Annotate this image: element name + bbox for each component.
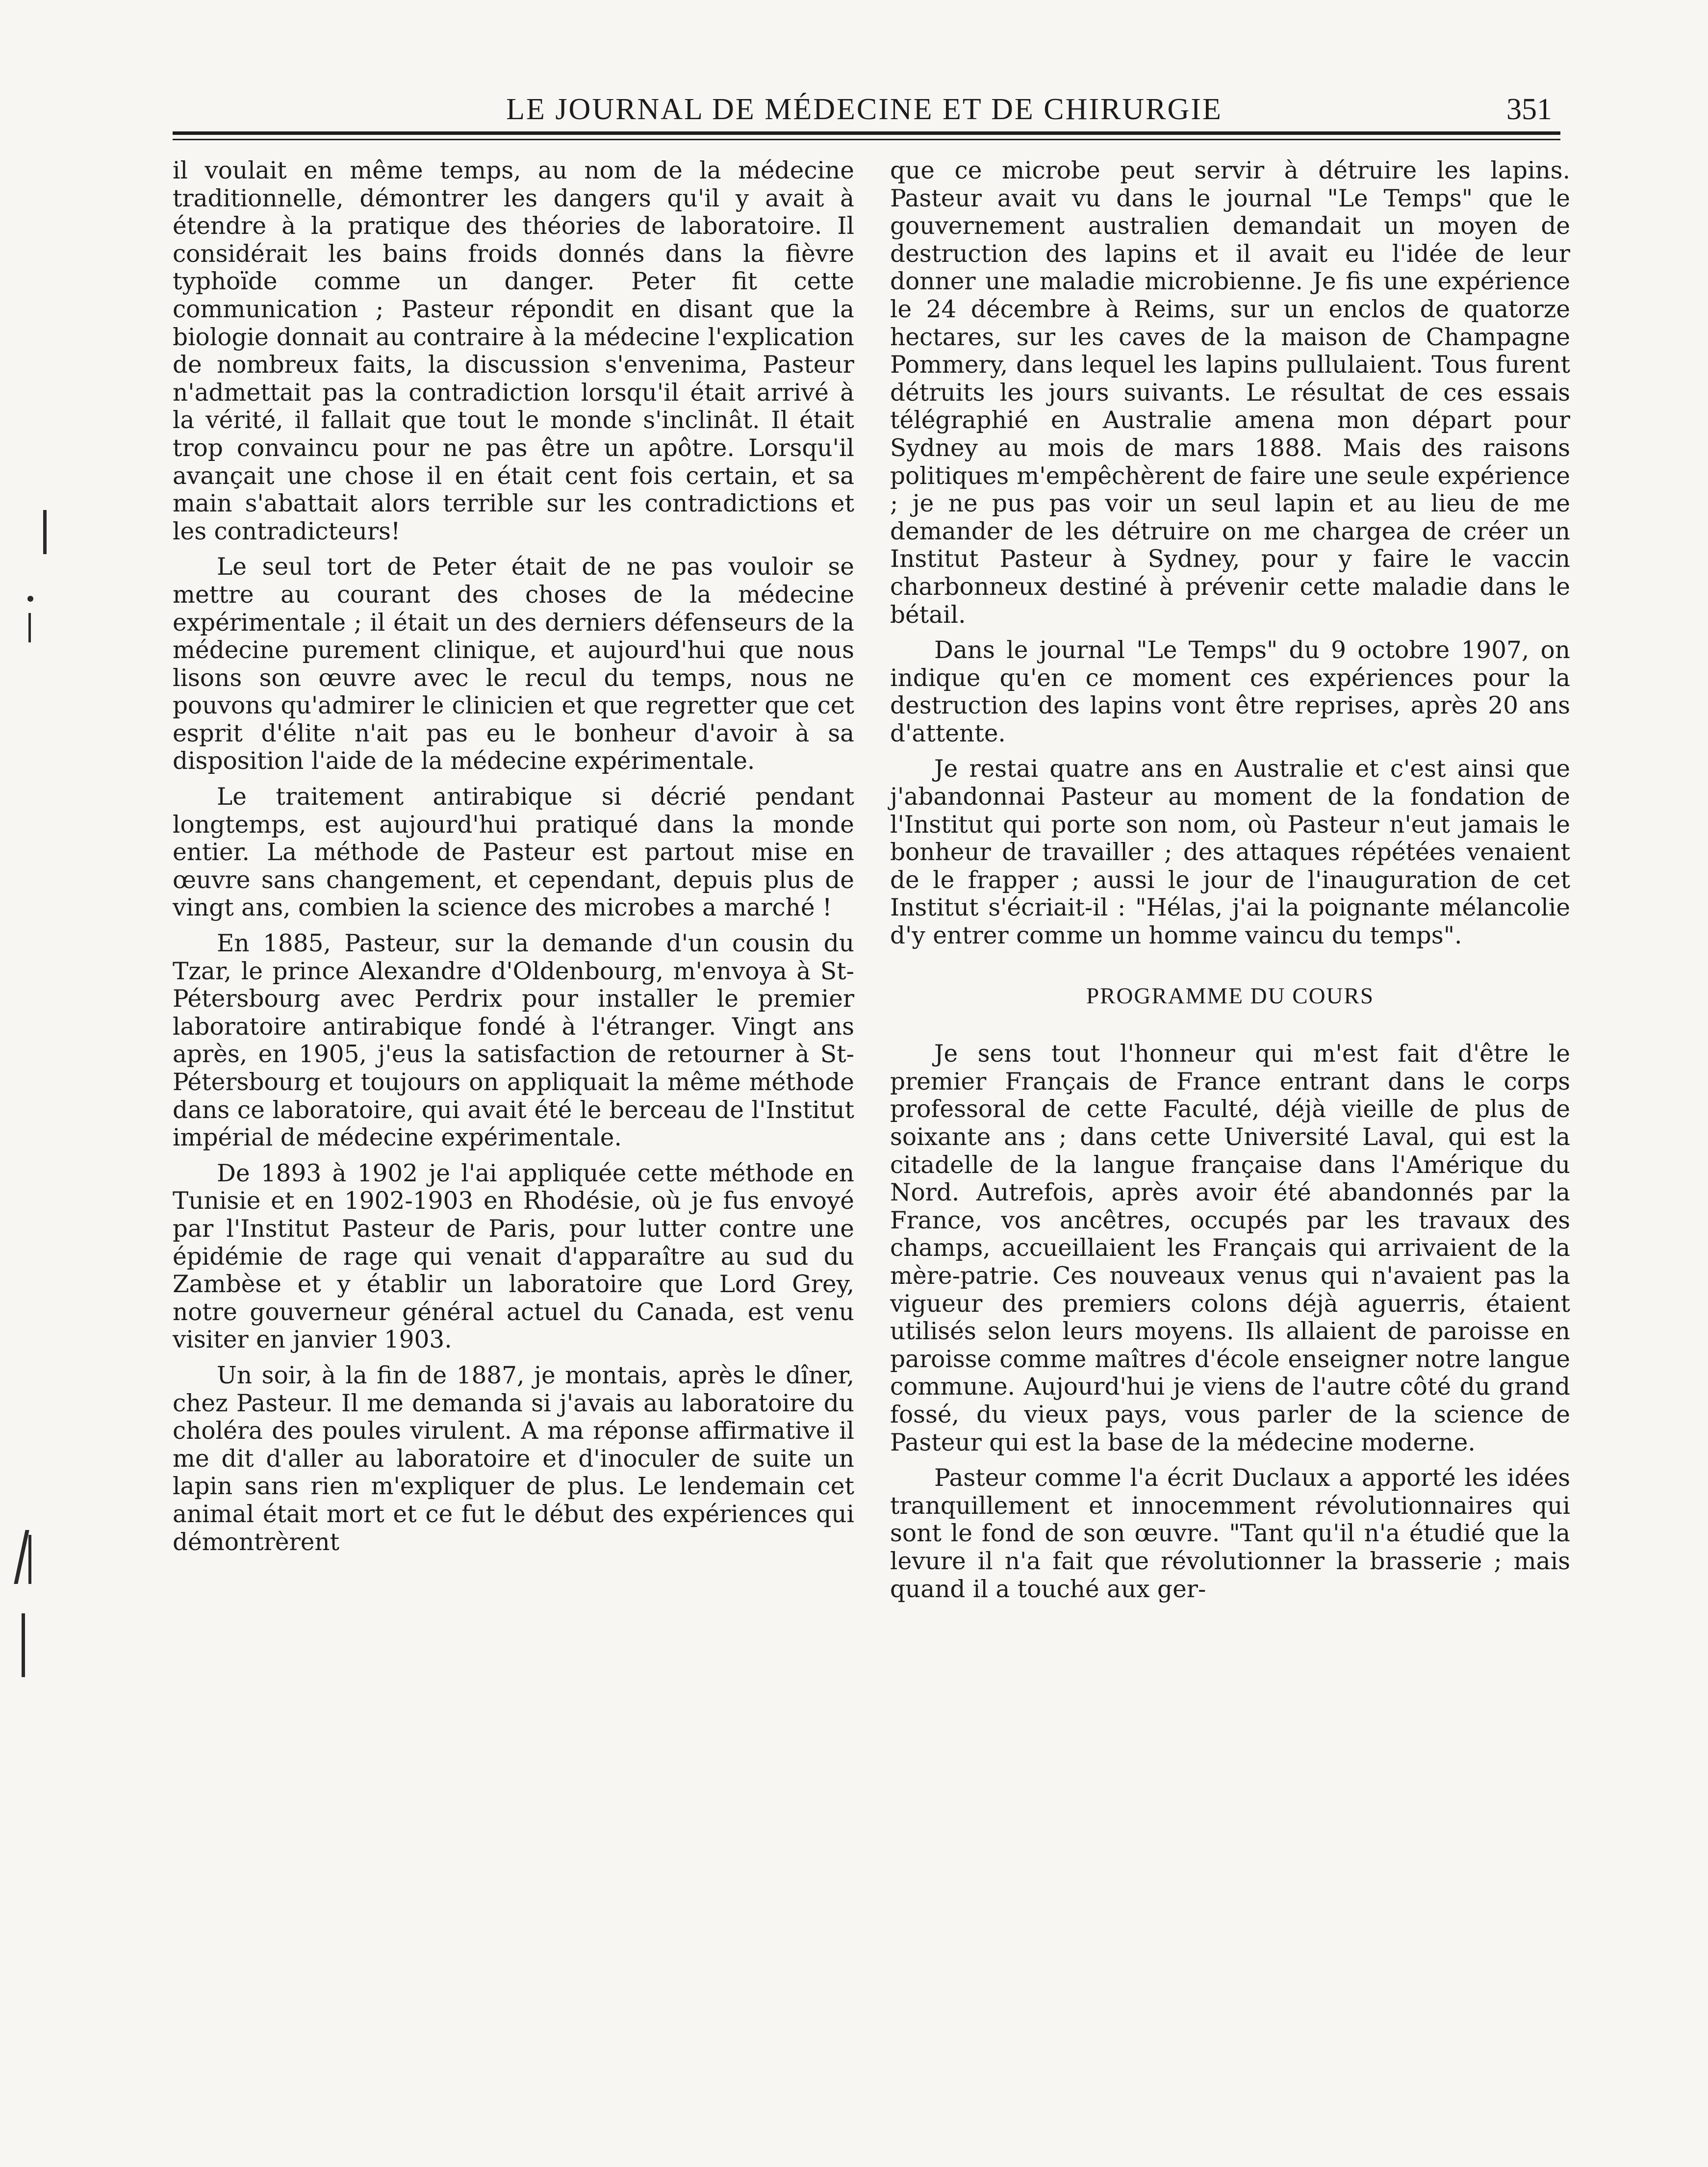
paragraph: En 1885, Pasteur, sur la demande d'un cousin du Tzar, le prince Alexandre d'Oldenbourg, m'envoya à St-Pétersbourg avec Perdrix pour installer le premier laboratoire antirabique fondé à l'étranger. Vingt ans après, en 1905, j'eus la satisfaction de retourner à St-Pétersbourg et toujours on appliquait la même méthode dans ce laboratoire, qui avait été le berceau de l'Institut impérial de médecine expérimentale. [173, 930, 854, 1152]
header-rule-thick [173, 131, 1560, 135]
margin-mark [43, 510, 47, 554]
paragraph: Le seul tort de Peter était de ne pas vouloir se mettre au courant des choses de la médecine expérimentale ; il était un des derniers défenseurs de la médecine purement clinique, et aujourd'hui que nous lisons son œuvre avec le recul du temps, nous ne pouvons qu'admirer le clinicien et que regretter que cet esprit d'élite n'ait pas eu le bonheur d'avoir à sa disposition l'aide de la médecine expérimentale. [173, 553, 854, 775]
paragraph: Je restai quatre ans en Australie et c'est ainsi que j'abandonnai Pasteur au moment de la fondation de l'Institut qui porte son nom, où Pasteur n'eut jamais le bonheur de travailler ; des attaques répétées venaient de le frapper ; aussi le jour de l'inauguration de cet Institut s'écriait-il : "Hélas, j'ai la poignante mélancolie d'y entrer comme un homme vaincu du temps". [890, 755, 1570, 950]
header-rule-thin [173, 139, 1560, 140]
paragraph: De 1893 à 1902 je l'ai appliquée cette méthode en Tunisie et en 1902-1903 en Rhodésie, où je fus envoyé par l'Institut Pasteur de Paris, pour lutter contre une épidémie de rage qui venait d'apparaître au sud du Zambèse et y établir un laboratoire que Lord Grey, notre gouverneur général actuel du Canada, est venu visiter en janvier 1903. [173, 1159, 854, 1354]
paragraph: il voulait en même temps, au nom de la médecine traditionnelle, démontrer les dangers qu'il y avait à étendre à la pratique des théories de laboratoire. Il considérait les bains froids donnés dans la fièvre typhoïde comme un danger. Peter fit cette communication ; Pasteur répondit en disant que la biologie donnait au contraire à la médecine l'explication de nombreux faits, la discussion s'envenima, Pasteur n'admettait pas la contradiction lorsqu'il était arrivé à la vérité, il fallait que tout le monde s'inclinât. Il était trop convaincu pour ne pas être un apôtre. Lorsqu'il avançait une chose il en était cent fois certain, et sa main s'abattait alors terrible sur les contradictions et les contradicteurs! [173, 157, 854, 545]
left-column [173, 157, 854, 2020]
section-title: PROGRAMME DU COURS [1086, 983, 1375, 1009]
margin-mark [28, 613, 31, 642]
paragraph: Un soir, à la fin de 1887, je montais, après le dîner, chez Pasteur. Il me demanda si j'avais au laboratoire du choléra des poules virulent. A ma réponse affirmative il me dit d'aller au laboratoire et d'inoculer de suite un lapin sans rien m'expliquer de plus. Le lendemain cet animal était mort et ce fut le début des expériences qui démontrèrent [173, 1361, 854, 1556]
paragraph: Dans le journal "Le Temps" du 9 octobre 1907, on indique qu'en ce moment ces expériences pour la destruction des lapins vont être reprises, après 20 ans d'attente. [890, 637, 1570, 747]
paragraph: que ce microbe peut servir à détruire les lapins. Pasteur avait vu dans le journal "Le Temps" que le gouvernement australien demandait un moyen de destruction des lapins et il avait eu l'idée de leur donner une maladie microbienne. Je fis une expérience le 24 décembre à Reims, sur un enclos de quatorze hectares, sur les caves de la maison de Champagne Pommery, dans lequel les lapins pullulaient. Tous furent détruits les jours suivants. Le résultat de ces essais télégraphié en Australie amena mon départ pour Sydney au mois de mars 1888. Mais des raisons politiques m'empêchèrent de faire une seule expérience ; je ne pus pas voir un seul lapin et au lieu de me demander de les détruire on me chargea de créer un Institut Pasteur à Sydney, pour y faire le vaccin charbonneux destiné à prévenir cette maladie dans le bétail. [890, 157, 1570, 629]
paragraph: Le traitement antirabique si décrié pendant longtemps, est aujourd'hui pratiqué dans la monde entier. La méthode de Pasteur est partout mise en œuvre sans changement, et cependant, depuis plus de vingt ans, combien la science des microbes a marché ! [173, 783, 854, 922]
paragraph: Je sens tout l'honneur qui m'est fait d'être le premier Français de France entrant dans le corps professoral de cette Faculté, déjà vieille de plus de soixante ans ; dans cette Université Laval, qui est la citadelle de la langue française dans l'Amérique du Nord. Autrefois, après avoir été abandonnés par la France, vos ancêtres, occupés par les travaux des champs, accueillaient les Français qui arrivaient de la mère-patrie. Ces nouveaux venus qui n'avaient pas la vigueur des premiers colons déjà aguerris, étaient utilisés selon leurs moyens. Ils allaient de paroisse en paroisse comme maîtres d'école enseigner notre langue commune. Aujourd'hui je viens de l'autre côté du grand fossé, du vieux pays, vous parler de la science de Pasteur qui est la base de la médecine moderne. [890, 1040, 1570, 1456]
right-column [890, 157, 1570, 2020]
running-header [167, 92, 1562, 135]
margin-mark [22, 1613, 25, 1677]
journal-title: LE JOURNAL DE MÉDECINE ET DE CHIRURGIE [506, 93, 1223, 126]
margin-mark [14, 1530, 29, 1584]
page-number: 351 [1506, 93, 1552, 126]
margin-mark [28, 1535, 31, 1584]
paragraph: Pasteur comme l'a écrit Duclaux a apporté les idées tranquillement et innocemment révolutionnaires qui sont le fond de son œuvre. "Tant qu'il n'a étudié que la levure il n'a fait que révolutionner la brasserie ; mais quand il a touché aux ger- [890, 1464, 1570, 1603]
margin-mark [27, 596, 33, 602]
